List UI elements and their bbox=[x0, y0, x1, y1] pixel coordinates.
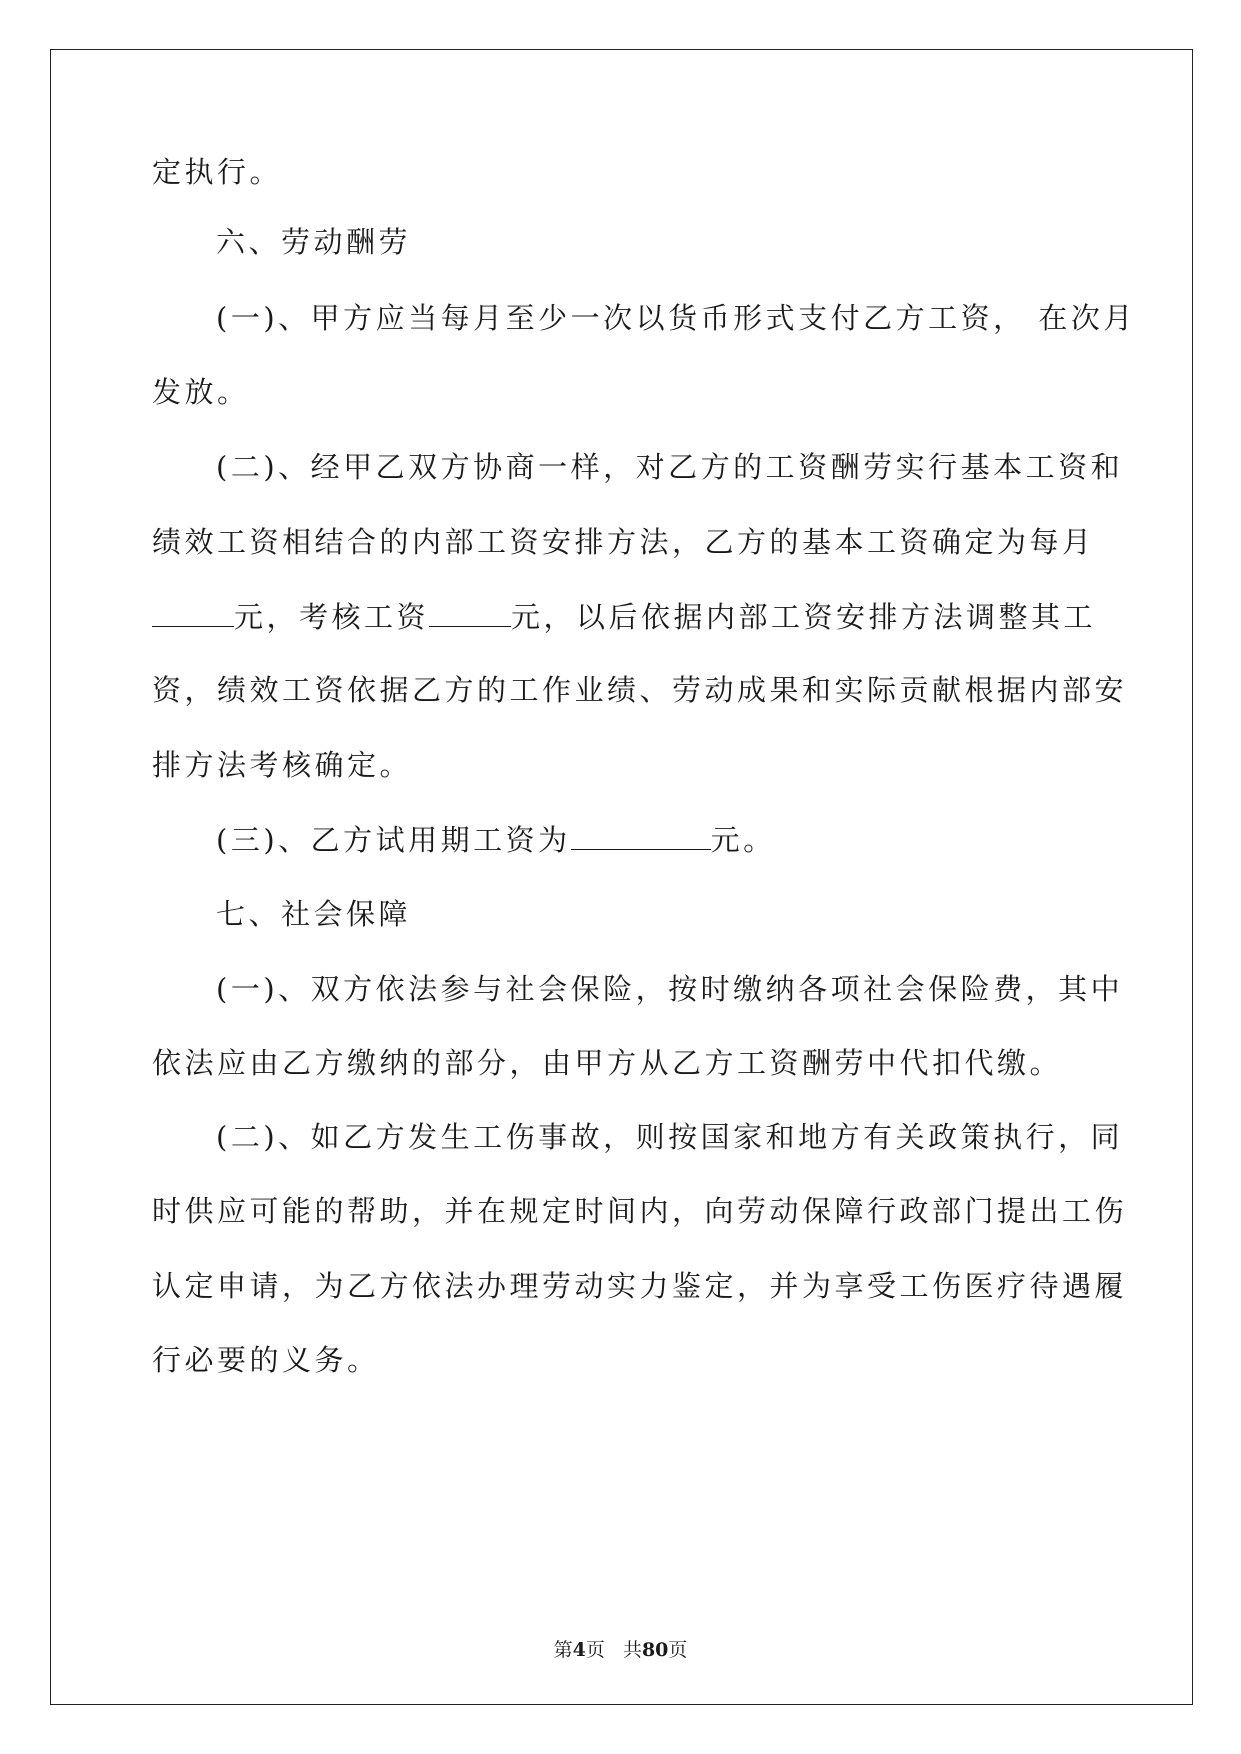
footer-mid: 页 共 bbox=[585, 1639, 642, 1661]
text-line: (一)、甲方应当每月至少一次以货币形式支付乙方工资， 在次月 bbox=[216, 301, 1136, 335]
text-line: 发放。 bbox=[152, 375, 250, 409]
text-line: 时供应可能的帮助，并在规定时间内，向劳动保障行政部门提出工伤 bbox=[152, 1194, 1128, 1228]
text-line: 定执行。 bbox=[152, 155, 283, 189]
text-line-with-blanks bbox=[152, 597, 1096, 637]
text-line: (一)、双方依法参与社会保险，按时缴纳各项社会保险费，其中 bbox=[216, 972, 1124, 1006]
footer-prefix: 第 bbox=[553, 1639, 573, 1661]
section-heading: 六、劳动酬劳 bbox=[216, 225, 412, 259]
text-segment: 元。 bbox=[710, 823, 776, 857]
fill-blank bbox=[571, 823, 711, 850]
text-segment: (三)、乙方试用期工资为 bbox=[216, 823, 571, 857]
text-segment: 元，考核工资 bbox=[234, 600, 430, 634]
text-segment: 元，以后依据内部工资安排方法调整其工 bbox=[511, 600, 1097, 634]
footer-suffix: 页 bbox=[668, 1639, 688, 1661]
text-line: 绩效工资相结合的内部工资安排方法，乙方的基本工资确定为每月 bbox=[152, 525, 1095, 559]
page-footer bbox=[0, 1635, 1241, 1662]
text-line: (二)、经甲乙双方协商一样，对乙方的工资酬劳实行基本工资和 bbox=[216, 450, 1124, 484]
fill-blank bbox=[152, 600, 234, 627]
text-line: 排方法考核确定。 bbox=[152, 748, 413, 782]
text-line: 认定申请，为乙方依法办理劳动实力鉴定，并为享受工伤医疗待遇履 bbox=[152, 1269, 1128, 1303]
footer-total-pages: 80 bbox=[641, 1639, 669, 1661]
section-heading: 七、社会保障 bbox=[216, 897, 412, 931]
text-line: (二)、如乙方发生工伤事故，则按国家和地方有关政策执行，同 bbox=[216, 1120, 1124, 1154]
text-line-with-blank bbox=[216, 820, 776, 860]
text-line: 依法应由乙方缴纳的部分，由甲方从乙方工资酬劳中代扣代缴。 bbox=[152, 1046, 1063, 1080]
fill-blank bbox=[429, 600, 511, 627]
footer-page-number: 4 bbox=[572, 1639, 586, 1661]
text-line: 行必要的义务。 bbox=[152, 1343, 380, 1377]
text-line: 资，绩效工资依据乙方的工作业绩、劳动成果和实际贡献根据内部安 bbox=[152, 673, 1128, 707]
